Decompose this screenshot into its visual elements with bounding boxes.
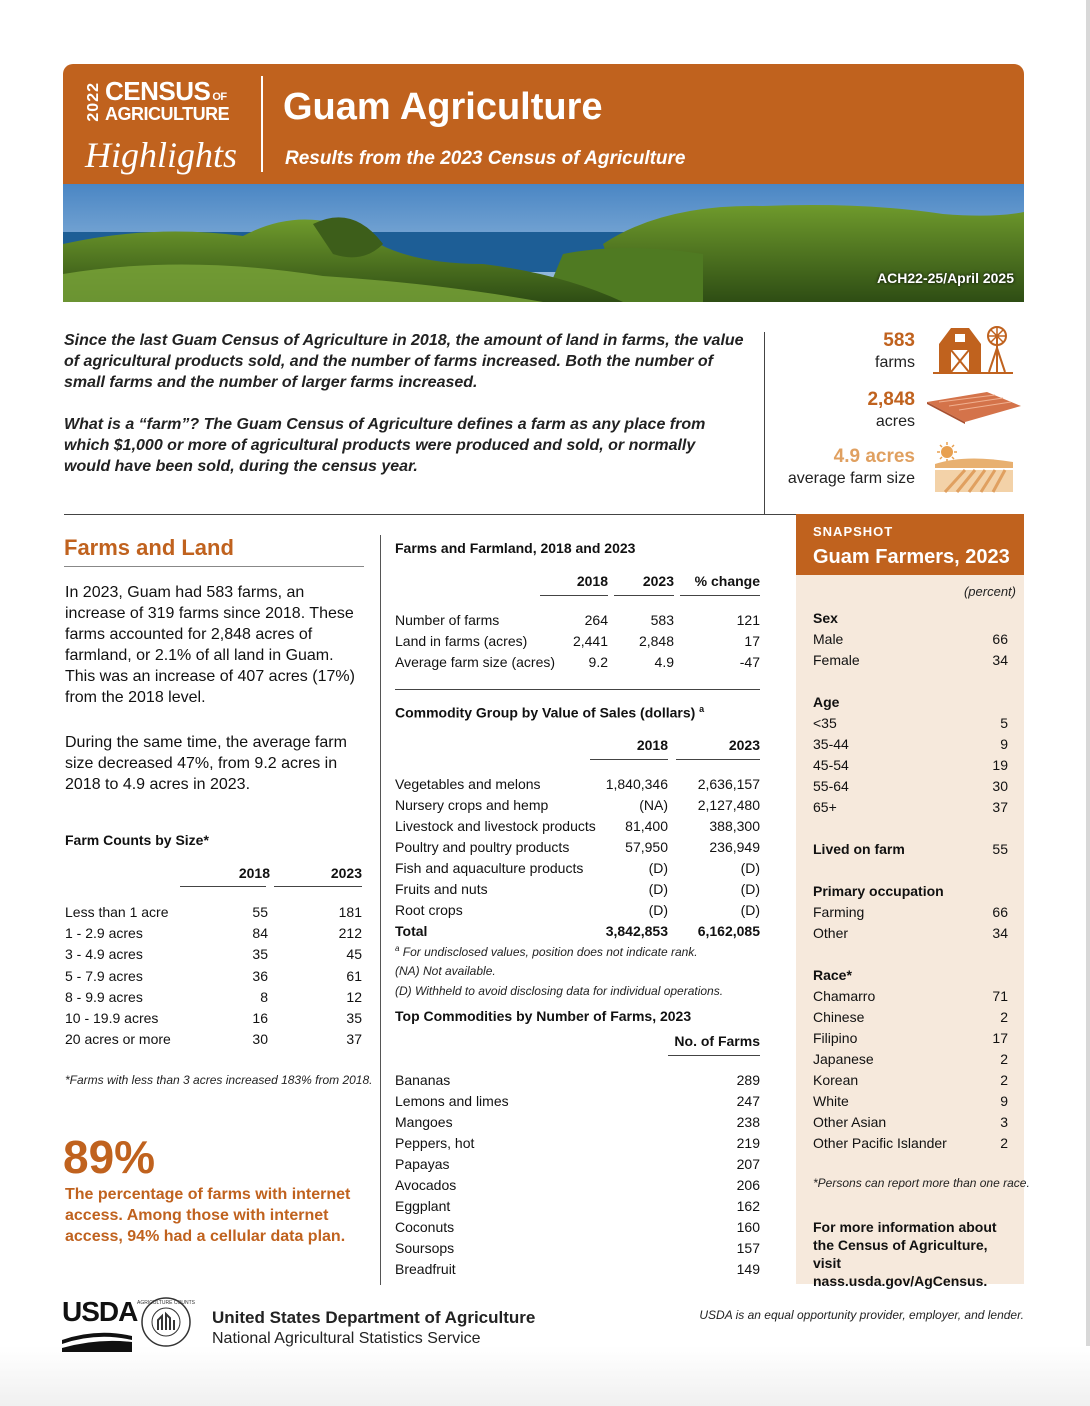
intro-divider: [764, 332, 765, 514]
top-commodity-row: [395, 1135, 760, 1155]
commodity-row-2018: (D): [648, 860, 668, 876]
snapshot-row-label: Korean: [813, 1072, 859, 1088]
commodity-row-2023: (D): [740, 860, 760, 876]
snapshot-row-value: 66: [992, 631, 1008, 647]
field-icon: [925, 390, 1023, 424]
farms-land-paragraph-2: During the same time, the average farm size decreased 47%, from 9.2 acres in 2018 to 4.9 acres in 2023.: [65, 734, 347, 793]
column-divider: [380, 535, 381, 1285]
farmland-col-rule-1: [540, 595, 608, 596]
snapshot-row-value: 9: [1000, 1093, 1008, 1109]
snapshot-row: [796, 631, 1024, 651]
top-commodity-label: Coconuts: [395, 1219, 455, 1235]
snapshot-row-value: 34: [992, 652, 1008, 668]
farmland-row-2018: 9.2: [588, 654, 608, 670]
brand-year: 2022: [85, 82, 102, 122]
snapshot-row-value: 9: [1000, 736, 1008, 752]
brand-agriculture: AGRICULTURE: [105, 104, 230, 124]
farm-counts-row-2018: 84: [252, 925, 268, 942]
header-divider: [261, 76, 263, 172]
page-subtitle: Results from the 2023 Census of Agriculture: [285, 148, 686, 169]
commodity-row-2023: 388,300: [709, 818, 760, 834]
commodity-total-2023: 6,162,085: [697, 923, 760, 939]
farm-counts-row: [65, 989, 362, 1009]
snapshot-group-heading: [796, 694, 1024, 714]
farm-counts-row-label: Less than 1 acre: [65, 904, 169, 920]
top-commodity-label: Avocados: [395, 1177, 457, 1193]
top-commodity-farms: 160: [736, 1219, 760, 1235]
commodity-note-d: (D) Withheld to avoid disclosing data for individual operations.: [395, 984, 724, 998]
snapshot-row-label: 65+: [813, 799, 837, 815]
snapshot-row: [796, 1030, 1024, 1050]
farm-counts-row-2023: 35: [346, 1010, 362, 1026]
page-edge: [1086, 0, 1090, 1406]
farm-counts-row-label: 1 - 2.9 acres: [65, 925, 143, 942]
intro-paragraph-1: Since the last Guam Census of Agriculture in 2018, the amount of land in farms, the value of agricultural products sold, and the number of farms increased. Both the number of small farms and the number of larger farms increased.: [64, 332, 744, 391]
snapshot-row-label: White: [813, 1093, 849, 1109]
farmland-col-2018: 2018: [576, 573, 608, 589]
page-bottom-shade: [0, 1346, 1090, 1406]
commodity-row: [395, 797, 760, 817]
farm-counts-row: [65, 1010, 362, 1030]
snapshot-group-heading: [796, 883, 1024, 903]
farm-counts-row: [65, 946, 362, 966]
commodity-row-label: Vegetables and melons: [395, 776, 541, 792]
footer-nass: National Agricultural Statistics Service: [212, 1330, 481, 1347]
snapshot-row-label: 55-64: [813, 778, 849, 794]
top-commodity-farms: 157: [736, 1240, 760, 1256]
commodity-sales-title-text: Commodity Group by Value of Sales (dollars): [395, 704, 696, 721]
top-commodity-farms: 247: [736, 1093, 760, 1109]
commodity-row-2018: (D): [648, 902, 668, 918]
snapshot-row-label: Female: [813, 652, 860, 668]
brand-of: OF: [212, 91, 227, 103]
snapshot-row: [796, 715, 1024, 735]
top-commodity-row: [395, 1261, 760, 1281]
farm-counts-row: [65, 1031, 362, 1051]
snapshot-row: [796, 799, 1024, 819]
section-divider: [64, 514, 796, 515]
snapshot-row-value: 2: [1000, 1072, 1008, 1088]
farm-counts-row: [65, 904, 362, 924]
farm-counts-row: [65, 925, 362, 945]
snapshot-row: [796, 778, 1024, 798]
farm-counts-row-2018: 30: [252, 1031, 268, 1048]
farmland-row-label: Average farm size (acres): [395, 654, 556, 670]
commodity-row-label: Fruits and nuts: [395, 881, 488, 897]
snapshot-row: [796, 757, 1024, 777]
snapshot-more-info: For more information about the Census of Agriculture, visit nass.usda.gov/AgCensus.: [813, 1219, 997, 1289]
top-commodity-farms: 206: [736, 1177, 760, 1193]
commodity-col-2018: 2018: [636, 737, 668, 753]
top-commodity-label: Peppers, hot: [395, 1135, 475, 1151]
top-commodity-label: Eggplant: [395, 1198, 451, 1214]
snapshot-row-value: 17: [992, 1030, 1008, 1046]
farmland-row-2023: 583: [650, 612, 674, 628]
commodity-row-2018: 1,840,346: [605, 776, 668, 792]
snapshot-row: [796, 1072, 1024, 1092]
farm-counts-col-2023: 2023: [330, 865, 362, 881]
farmland-row-change: -47: [739, 654, 760, 670]
commodity-row-label: Nursery crops and hemp: [395, 797, 549, 813]
farm-counts-col-rule-1: [180, 886, 266, 887]
farm-counts-row-2023: 61: [346, 967, 362, 984]
commodity-row-2018: 57,950: [625, 839, 668, 855]
intro-paragraph-2: What is a “farm”? The Guam Census of Agriculture defines a farm as any place from which $1,000 or more of agricultural products were produced and sold, or normally would have been sold, during the census year.: [64, 416, 706, 475]
top-commodity-farms: 162: [736, 1198, 760, 1214]
farm-counts-row-2023: 181: [338, 904, 362, 920]
snapshot-kicker: SNAPSHOT: [813, 524, 894, 539]
farms-land-heading-rule: [64, 566, 364, 567]
snapshot-row-label: 45-54: [813, 757, 849, 773]
commodity-col-rule-2: [676, 759, 760, 760]
farmland-row-change: 121: [736, 612, 760, 628]
stat-average-size-label: average farm size: [787, 470, 915, 487]
snapshot-race-note: *Persons can report more than one race.: [813, 1176, 1030, 1190]
footer-department: United States Department of Agriculture: [212, 1308, 536, 1327]
intro-text: [64, 330, 744, 477]
snapshot-group-label: Age: [813, 694, 840, 710]
farm-counts-title: Farm Counts by Size*: [65, 832, 209, 848]
usda-wordmark: USDA: [62, 1296, 138, 1327]
snapshot-row-value: 37: [992, 799, 1008, 815]
snapshot-row-label: Filipino: [813, 1030, 858, 1046]
farmland-row-2018: 2,441: [572, 633, 608, 649]
farm-counts-row-2018: 36: [252, 967, 268, 984]
brand-census-word: CENSUS: [105, 76, 211, 106]
top-commodities-col: No. of Farms: [674, 1033, 760, 1049]
farmland-col-rule-3: [680, 595, 760, 596]
farmland-col-2023: 2023: [642, 573, 674, 589]
snapshot-row: [796, 1114, 1024, 1134]
snapshot-lived-value: 55: [992, 841, 1008, 857]
snapshot-row: [796, 1051, 1024, 1071]
commodity-row: [395, 902, 760, 922]
snapshot-row-value: 19: [992, 757, 1008, 773]
seal-text: AGRICULTURE COUNTS: [137, 1300, 195, 1306]
commodity-row-2023: (D): [740, 902, 760, 918]
snapshot-sidebar: [796, 514, 1030, 1289]
snapshot-row-label: Chamarro: [813, 988, 876, 1004]
page-title: Guam Agriculture: [283, 86, 603, 128]
top-commodity-label: Lemons and limes: [395, 1093, 509, 1109]
farm-counts-row-2018: 16: [252, 1010, 268, 1026]
snapshot-title: Guam Farmers, 2023: [813, 546, 1010, 568]
snapshot-group-heading: [796, 967, 1024, 987]
commodity-total-label: Total: [395, 923, 428, 939]
stat-acres: [770, 389, 915, 433]
farmland-table-title: Farms and Farmland, 2018 and 2023: [395, 540, 636, 556]
usda-logo: [62, 1296, 137, 1352]
commodity-row-2023: (D): [740, 881, 760, 897]
stat-average-size: [770, 446, 915, 490]
usda-swoosh-icon: [62, 1330, 132, 1352]
snapshot-row-label: Farming: [813, 904, 865, 920]
top-commodities-title: Top Commodities by Number of Farms, 2023: [395, 1008, 692, 1024]
commodity-note-a-sup: a: [395, 944, 400, 953]
stat-acres-label: acres: [875, 413, 915, 430]
top-commodity-row: [395, 1219, 760, 1239]
commodity-row-label: Root crops: [395, 902, 463, 918]
snapshot-row: [796, 652, 1024, 672]
farmland-row: [395, 633, 760, 653]
farmland-row-2018: 264: [584, 612, 608, 628]
snapshot-unit: (percent): [963, 584, 1016, 599]
snapshot-row-label: Japanese: [813, 1051, 874, 1067]
barn-icon: [925, 322, 1017, 376]
snapshot-row: [796, 1009, 1024, 1029]
top-commodity-row: [395, 1198, 760, 1218]
snapshot-row: [796, 841, 1024, 861]
farm-counts-col-rule-2: [274, 886, 362, 887]
snapshot-row: [796, 904, 1024, 924]
top-commodity-row: [395, 1114, 760, 1134]
header-band: [63, 64, 1024, 184]
snapshot-row-value: 3: [1000, 1114, 1008, 1130]
snapshot-row-label: Male: [813, 631, 844, 647]
commodity-note-a-text: For undisclosed values, position does not indicate rank.: [402, 945, 698, 959]
snapshot-row-value: 66: [992, 904, 1008, 920]
top-commodity-label: Papayas: [395, 1156, 450, 1172]
farmland-bottom-rule: [395, 689, 760, 690]
top-commodities-col-rule: [668, 1055, 760, 1056]
top-commodity-row: [395, 1240, 760, 1260]
top-commodity-farms: 289: [736, 1072, 760, 1088]
top-commodity-label: Bananas: [395, 1072, 451, 1088]
farmland-col-rule-2: [614, 595, 674, 596]
snapshot-group-label: Race*: [813, 967, 852, 983]
snapshot-row: [796, 988, 1024, 1008]
top-commodity-row: [395, 1156, 760, 1176]
farm-counts-row-2023: 45: [346, 946, 362, 963]
commodity-row: [395, 881, 760, 901]
snapshot-row-value: 34: [992, 925, 1008, 941]
farmland-row-2023: 2,848: [638, 633, 674, 649]
banner-landscape-photo: [63, 184, 1024, 302]
snapshot-group-heading: [796, 610, 1024, 630]
snapshot-row-label: Other: [813, 925, 849, 941]
commodity-col-rule-1: [590, 759, 668, 760]
top-commodity-label: Soursops: [395, 1240, 455, 1256]
commodity-row-2018: (NA): [639, 797, 668, 813]
farms-land-heading: Farms and Land: [64, 535, 234, 560]
stat-farms-value: 583: [883, 330, 915, 351]
commodity-sales-title: [395, 704, 704, 721]
snapshot-row-value: 2: [1000, 1051, 1008, 1067]
internet-percentage: 89%: [63, 1131, 156, 1183]
farmland-row-label: Number of farms: [395, 612, 500, 628]
stat-average-size-value: 4.9 acres: [833, 446, 915, 467]
snapshot-row: [796, 736, 1024, 756]
snapshot-row-value: 5: [1000, 715, 1008, 731]
stat-farms: [770, 330, 915, 374]
snapshot-row-value: 30: [992, 778, 1008, 794]
snapshot-row: [796, 1093, 1024, 1113]
snapshot-row-label: <35: [813, 715, 837, 731]
farm-counts-note: *Farms with less than 3 acres increased 183% from 2018.: [65, 1073, 373, 1087]
commodity-row: [395, 818, 760, 838]
snapshot-row-label: Other Pacific Islander: [813, 1135, 947, 1151]
top-commodity-farms: 238: [736, 1114, 760, 1130]
snapshot-row-label: 35-44: [813, 736, 849, 752]
farm-counts-col-2018: 2018: [238, 865, 270, 881]
commodity-row-label: Fish and aquaculture products: [395, 860, 584, 876]
farmland-row-label: Land in farms (acres): [395, 633, 528, 649]
farm-counts-row-2018: 35: [252, 946, 268, 963]
farm-counts-row: [65, 968, 362, 988]
farmland-col-change: % change: [694, 573, 760, 589]
top-commodity-farms: 207: [736, 1156, 760, 1172]
commodity-note-a: [395, 944, 698, 959]
farmland-row-2023: 4.9: [654, 654, 674, 670]
commodity-row-2023: 2,636,157: [697, 776, 760, 792]
commodity-row-label: Poultry and poultry products: [395, 839, 570, 855]
snapshot-row: [796, 1135, 1024, 1155]
farm-counts-row-label: 20 acres or more: [65, 1031, 171, 1048]
brand-highlights: Highlights: [85, 135, 238, 175]
snapshot-header: [796, 514, 1024, 575]
top-commodity-label: Breadfruit: [395, 1261, 456, 1277]
farms-land-paragraph-1: In 2023, Guam had 583 farms, an increase of 319 farms since 2018. These farms accounted for 2,848 acres of farmland, or 2.1% of all land in Guam. This was an increase of 407 acres (17%) from the 2018 level.: [65, 584, 355, 706]
commodity-row: [395, 776, 760, 796]
snapshot-row-label: Other Asian: [813, 1114, 887, 1130]
farmland-row-change: 17: [744, 633, 760, 649]
farm-counts-row-2023: 37: [346, 1031, 362, 1048]
farmland-sun-icon: [925, 440, 1017, 494]
commodity-row: [395, 839, 760, 859]
top-commodity-row: [395, 1177, 760, 1197]
footer-equal-opportunity: USDA is an equal opportunity provider, employer, and lender.: [699, 1308, 1024, 1322]
farm-counts-row-2018: 55: [252, 904, 268, 920]
farm-counts-row-2023: 12: [346, 988, 362, 1005]
farm-counts-row-2023: 212: [338, 925, 362, 942]
snapshot-row-label: Chinese: [813, 1009, 865, 1025]
commodity-total-2018: 3,842,853: [605, 923, 668, 939]
farm-counts-row-label: 5 - 7.9 acres: [65, 967, 143, 984]
farm-counts-row-label: 8 - 9.9 acres: [65, 988, 143, 1005]
farmland-row: [395, 654, 760, 674]
top-commodity-label: Mangoes: [395, 1114, 453, 1130]
snapshot-group-label: Sex: [813, 610, 838, 626]
snapshot-row-value: 71: [992, 988, 1008, 1004]
commodity-row-2018: 81,400: [625, 818, 668, 834]
top-commodity-farms: 149: [736, 1261, 760, 1277]
top-commodity-row: [395, 1072, 760, 1092]
snapshot-group-label: Primary occupation: [813, 883, 944, 899]
farm-counts-row-2018: 8: [260, 988, 268, 1005]
top-commodity-farms: 219: [736, 1135, 760, 1151]
commodity-row-2018: (D): [648, 881, 668, 897]
farm-counts-row-label: 10 - 19.9 acres: [65, 1010, 159, 1026]
agriculture-counts-seal-icon: [137, 1296, 195, 1348]
internet-description: The percentage of farms with internet access. Among those with internet access, 94% had a cellular data plan.: [65, 1186, 351, 1245]
stat-acres-value: 2,848: [867, 389, 915, 410]
farm-counts-row-label: 3 - 4.9 acres: [65, 946, 143, 963]
commodity-col-2023: 2023: [728, 737, 760, 753]
commodity-row-2023: 236,949: [709, 839, 760, 855]
commodity-sales-title-sup: a: [699, 704, 705, 714]
snapshot-row: [796, 925, 1024, 945]
snapshot-row-value: 2: [1000, 1135, 1008, 1151]
commodity-row-2023: 2,127,480: [697, 797, 760, 813]
snapshot-row-value: 2: [1000, 1009, 1008, 1025]
document-code: ACH22-25/April 2025: [877, 270, 1014, 286]
top-commodity-row: [395, 1093, 760, 1113]
commodity-note-na: (NA) Not available.: [395, 964, 496, 978]
commodity-row-label: Livestock and livestock products: [395, 818, 596, 834]
snapshot-lived-label: Lived on farm: [813, 841, 905, 857]
farmland-row: [395, 612, 760, 632]
commodity-row: [395, 860, 760, 880]
stat-farms-label: farms: [875, 354, 915, 371]
